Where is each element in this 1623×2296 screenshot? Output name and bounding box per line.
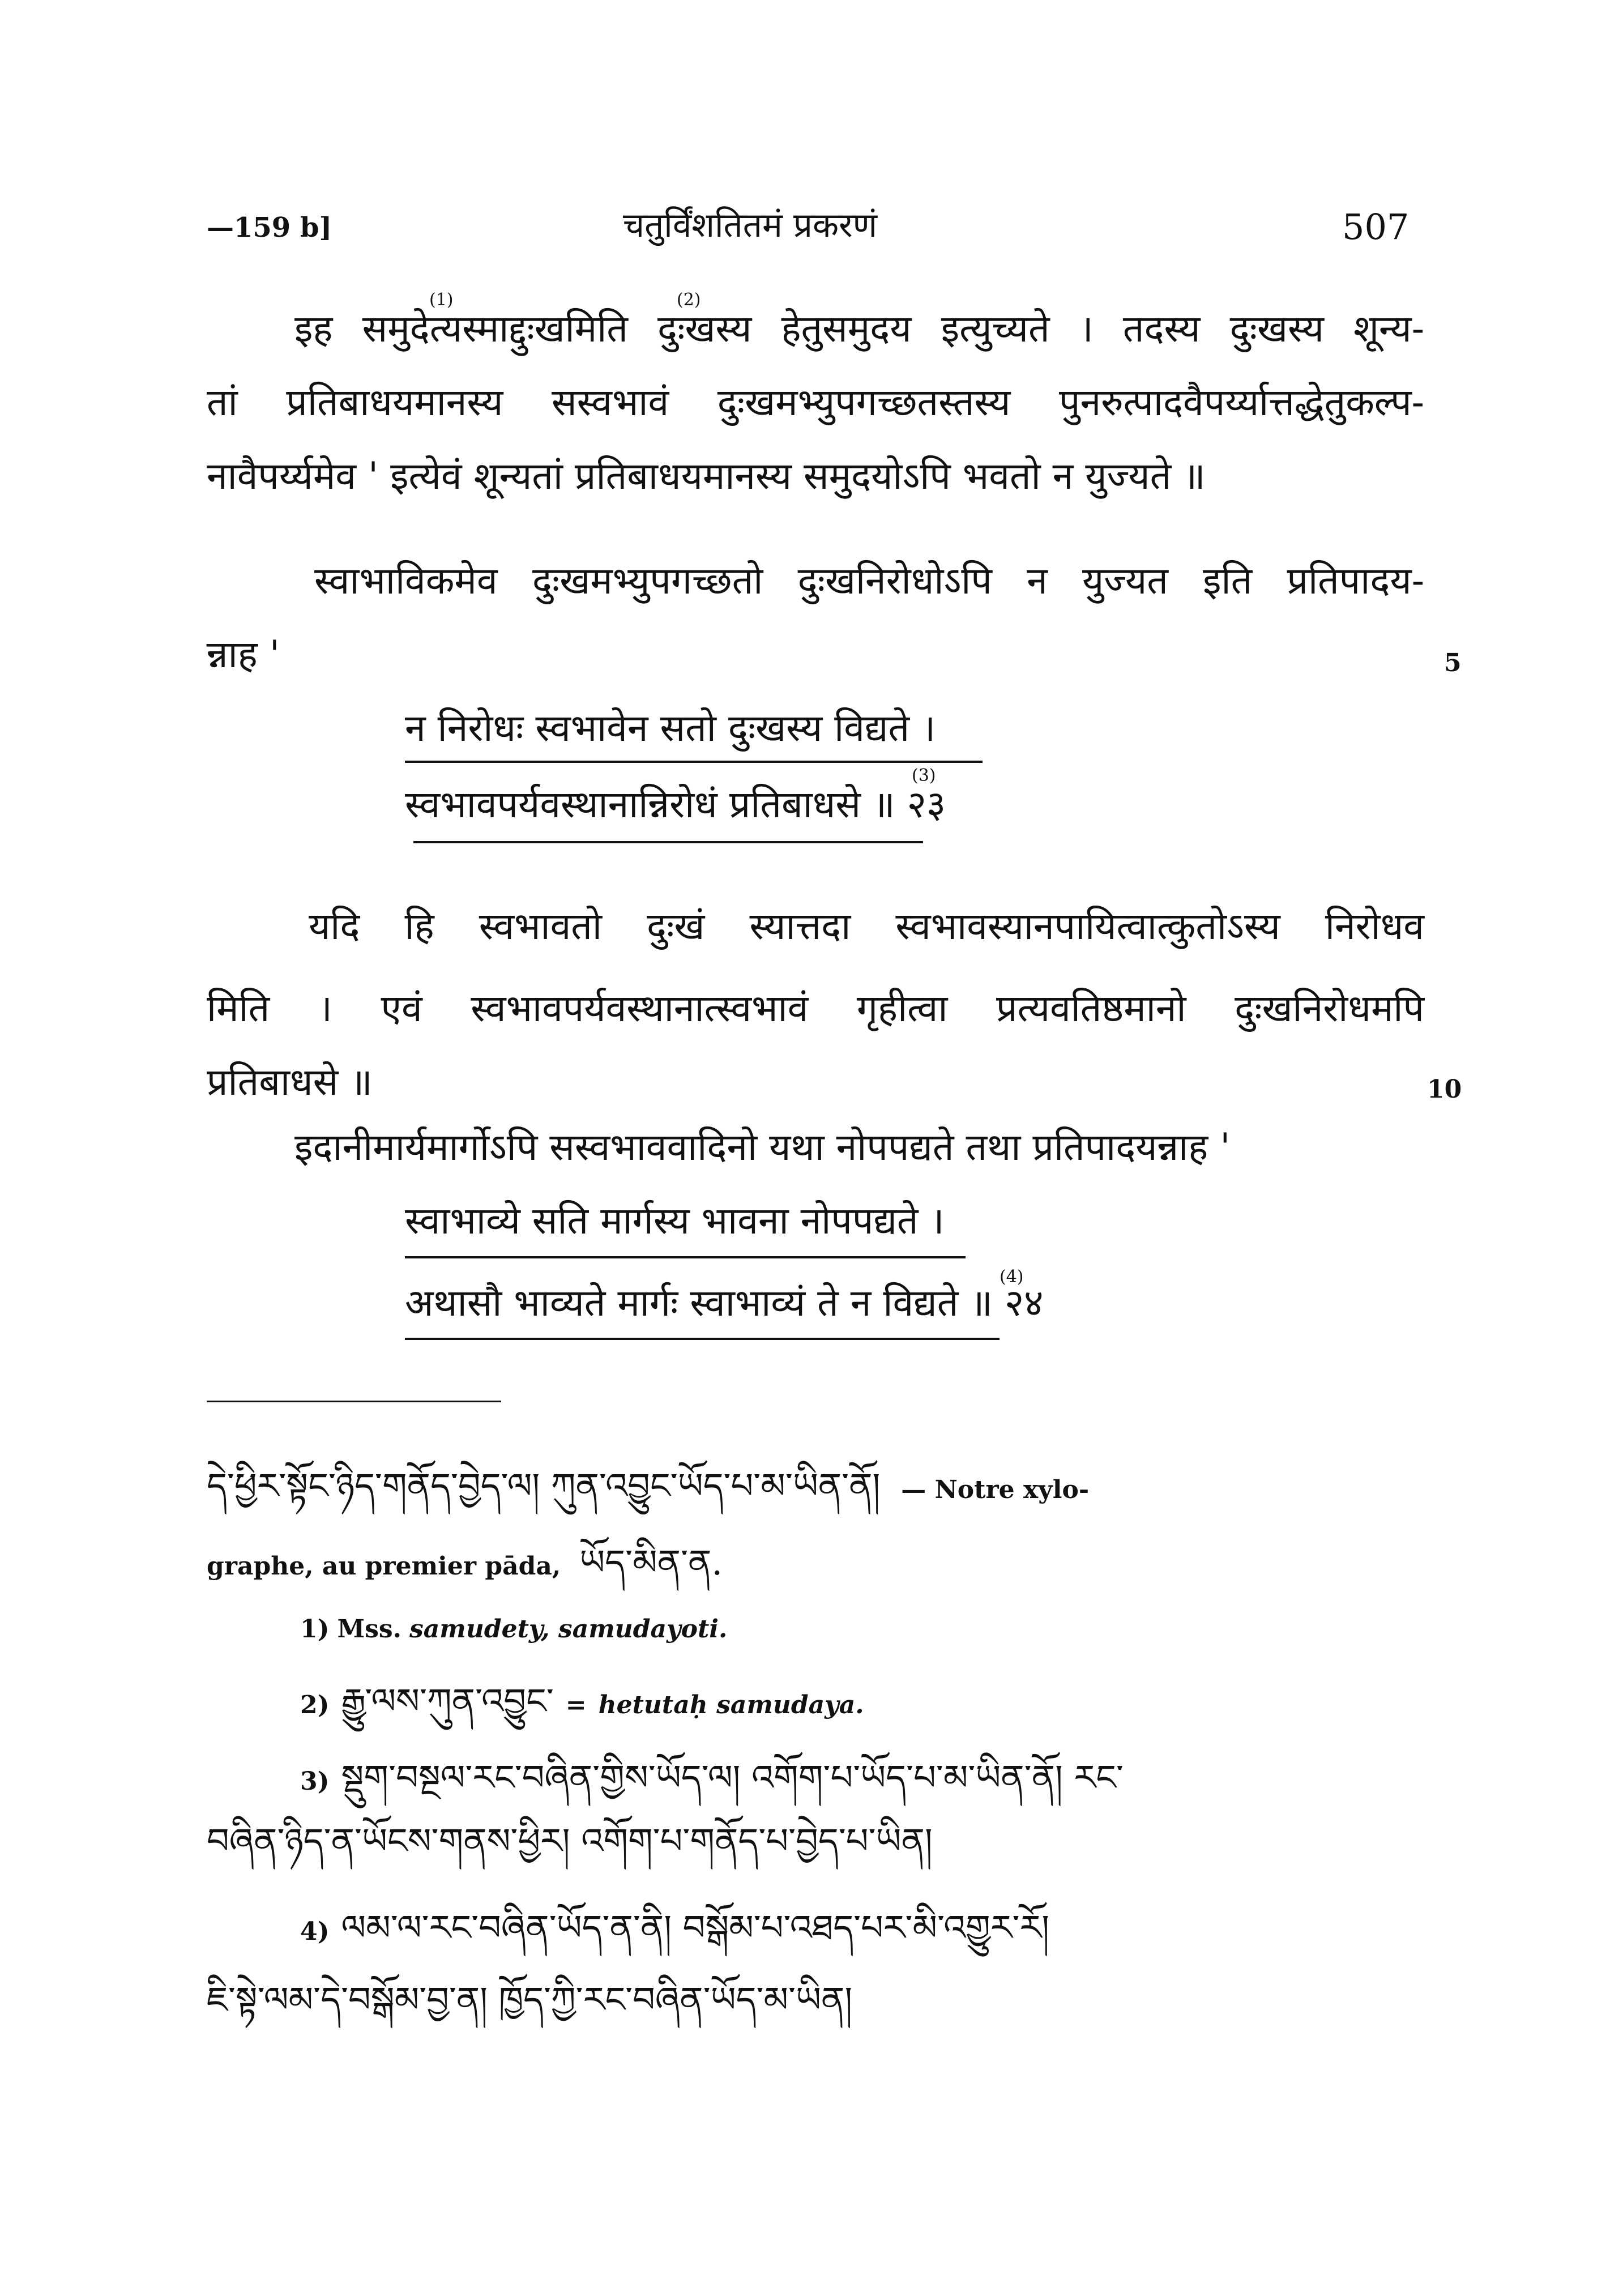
footnote-text: Mss. <box>337 1615 402 1644</box>
tibetan-text: སྡུག་བསྔལ་རང་བཞིན་གྱིས་ཡོད་ལ། འགོག་པ་ཡོད་པ་མ་ཡིན་ནོ། རང་ <box>341 1757 1124 1798</box>
footnote-1 <box>300 1617 727 1642</box>
header-chapter-title: चतुर्विंशतितमं प्रकरणं <box>623 206 878 245</box>
footnote-2 <box>300 1680 864 1722</box>
line-number: 10 <box>1427 1075 1462 1104</box>
text-line: इह समुदेत्यस्माद्दुःखमिति दुःखस्य हेतुसमुदय इत्युच्यते । तदस्य दुःखस्य शून्य- <box>294 307 1424 351</box>
verse-line: अथासौ भाव्यते मार्गः स्वाभाव्यं ते न विद्यते ॥ २४ <box>405 1281 1044 1325</box>
footnote-text: graphe, au premier pāda, <box>207 1552 561 1581</box>
footnote-marker: (4) <box>1000 1267 1024 1287</box>
tibetan-text: བཞིན་ཉིད་ན་ཡོངས་གནས་ཕྱིར། འགོག་པ་གནོད་པ་བྱེད་པ་ཡིན། <box>207 1820 933 1862</box>
tibetan-text: ཇི་སྟེ་ལམ་དེ་བསྒོམ་བྱ་ན། ཁྱོད་ཀྱི་རང་བཞིན་ཡོད་མ་ཡིན། <box>207 1979 853 2020</box>
footnote-text: hetutaḥ samudaya. <box>598 1691 864 1719</box>
footnote-3 <box>300 1759 1124 1796</box>
verse-underline <box>405 1338 1000 1340</box>
text-line: मिति । एवं स्वभावपर्यवस्थानात्स्वभावं गृहीत्वा प्रत्यवतिष्ठमानो दुःखनिरोधमपि <box>207 987 1424 1030</box>
footnote-intro-line <box>207 1465 1090 1507</box>
text-line: यदि हि स्वभावतो दुःखं स्यात्तदा स्वभावस्यानपायित्वात्कुतोऽस्य निरोधव <box>309 904 1424 948</box>
text-line: स्वाभाविकमेव दुःखमभ्युपगच्छतो दुःखनिरोधोऽपि न युज्यत इति प्रतिपादय- <box>314 559 1424 603</box>
footnote-text: samudety, samudayoti. <box>409 1615 728 1644</box>
text-line: न्नाह ' <box>207 633 280 676</box>
footnote-marker: (1) <box>429 290 454 310</box>
verse-line: स्वाभाव्ये सति मार्गस्य भावना नोपपद्यते । <box>405 1199 945 1243</box>
verse-line: स्वभावपर्यवस्थानान्निरोधं प्रतिबाधसे ॥ २३ <box>405 783 946 826</box>
page-number: 507 <box>1342 206 1410 247</box>
footnote-text: — Notre xylo- <box>901 1475 1090 1504</box>
tibetan-text: ཡོད་མིན་ན. <box>579 1542 723 1583</box>
footnote-intro-line2 <box>207 1543 723 1581</box>
header-folio: —159 b] <box>207 212 332 244</box>
footnote-marker: (3) <box>912 766 936 786</box>
footnote-4 <box>300 1909 1049 1946</box>
tibetan-text: ལམ་ལ་རང་བཞིན་ཡོད་ན་ནི། བསྒོམ་པ་འཐད་པར་མི་འགྱུར་རོ། <box>341 1907 1049 1948</box>
text-line: तां प्रतिबाधयमानस्य सस्वभावं दुःखमभ्युपगच्छतस्तस्य पुनरुत्पादवैपर्य्यात्तद्धेतुकल्प- <box>207 381 1424 424</box>
text-line: नावैपर्य्यमेव ' इत्येवं शून्यतां प्रतिबाधयमानस्य समुदयोऽपि भवतो न युज्यते ॥ <box>207 454 1206 498</box>
verse-underline <box>413 841 923 843</box>
footnote-number: 2) <box>300 1691 330 1719</box>
footnote-number: 4) <box>300 1917 330 1946</box>
verse-underline <box>405 761 983 763</box>
footnote-text: = <box>565 1691 587 1719</box>
text-line: प्रतिबाधसे ॥ <box>207 1060 373 1104</box>
footnote-separator <box>207 1401 501 1402</box>
footnote-marker: (2) <box>677 290 701 310</box>
text-line: इदानीमार्यमार्गोऽपि सस्वभाववादिनो यथा नोपपद्यते तथा प्रतिपादयन्नाह ' <box>294 1125 1231 1169</box>
line-number: 5 <box>1444 648 1462 677</box>
footnote-number: 3) <box>300 1767 330 1796</box>
footnote-number: 1) <box>300 1615 330 1644</box>
verse-underline <box>405 1256 966 1258</box>
verse-line: न निरोधः स्वभावेन सतो दुःखस्य विद्यते । <box>405 706 936 750</box>
tibetan-text: དེ་ཕྱིར་སྟོང་ཉིད་གནོད་བྱེད་ལ། ཀུན་འབྱུང་ཡོད་པ་མ་ཡིན་ནོ། <box>207 1465 881 1507</box>
tibetan-text: རྒྱུ་ལས་ཀུན་འབྱུང་ <box>341 1680 554 1722</box>
